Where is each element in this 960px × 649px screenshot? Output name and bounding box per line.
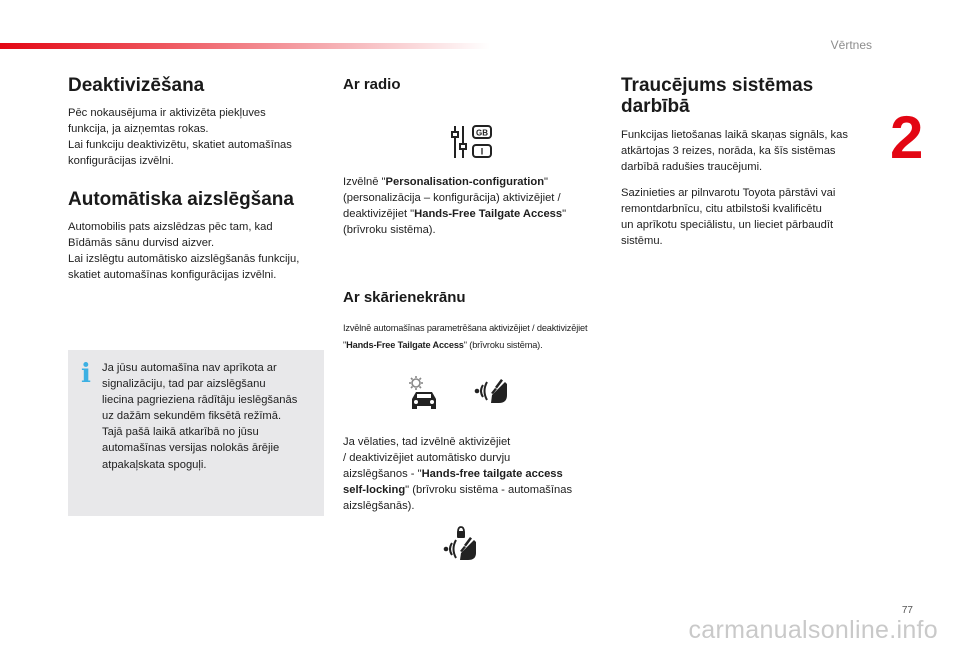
info-icon: i: [81, 359, 91, 389]
settings-sliders-icon: [450, 123, 496, 161]
radio-icon-badge-bottom: I: [480, 146, 484, 157]
info-text: Ja jūsu automašīna nav aprīkota ar signalizāciju, tad par aizslēgšanu liecina pagrieziena rādītāju ieslēgšanās uz dažām sekundēm fiksētā režīmā. Tajā pašā laikā atkarībā no jūsu automašīnas versijas nolokās ārējie atpakaļskata spoguļi.: [102, 362, 298, 471]
touchscreen-section: [343, 289, 605, 354]
malfunction-text-1: Funkcijas lietošanas laikā skaņas signāls, kas atkārtojas 3 reizes, norāda, ka šīs sistēmas darbībā radušies traucējumi.: [621, 128, 848, 173]
section-title-malfunction: Traucējums sistēmas darbībā: [621, 75, 814, 118]
section-title-touchscreen: Ar skārienekrānu: [343, 289, 466, 306]
chapter-title: Vērtnes: [830, 38, 872, 52]
touchscreen-note: Izvēlnē automašīnas parametrēšana aktivizējiet / deaktivizējiet "Hands-Free Tailgate Access" (brīvroku sistēma).: [343, 323, 588, 350]
touchscreen-text: Ja vēlaties, tad izvēlnē aktivizējiet / deaktivizējiet automātisko durvju aizslēgšanos - "Hands-free tailgate access self-locking" (brīvroku sistēma - automašīnas aizslēgšanās).: [343, 436, 573, 512]
column-left: [68, 75, 326, 283]
deactivation-text: Pēc nokausējuma ir aktivizēta piekļuves funkcija, ja aizņemtas rokas. Lai funkciju deaktivizētu, skatiet automašīnas konfigurācijas izvēlni.: [68, 107, 292, 168]
watermark: carmanualsonline.info: [688, 616, 938, 644]
section-title-autolock: Automātiska aizslēgšana: [68, 189, 294, 211]
malfunction-text-2: Sazinieties ar pilnvarotu Toyota pārstāvi vai remontdarbnīcu, citu atbilstoši kvalificētu un aprīkotu speciālistu, un lieciet pārbaudīt sistēmu.: [621, 186, 836, 247]
column-middle: [343, 76, 605, 93]
page-number: 77: [901, 605, 913, 616]
car-settings-icon: [406, 374, 442, 410]
autolock-text: Automobilis pats aizslēdzas pēc tam, kad Bīdāmās sānu durvisd aizver. Lai izslēgtu automātisko aizslēgšanās funkciju, skatiet automašīnas konfigurācijas izvēlni.: [68, 220, 300, 281]
info-box: [68, 350, 324, 516]
section-title-radio: Ar radio: [343, 76, 401, 93]
hands-free-tailgate-icon: [471, 375, 511, 407]
section-title-deactivation: Deaktivizēšana: [68, 75, 205, 96]
chapter-number: 2: [890, 104, 924, 171]
column-right: [621, 75, 871, 249]
radio-icon-badge-top: GB: [476, 128, 488, 138]
radio-text: Izvēlnē "Personalisation-configuration" (personalizācija – konfigurācija) aktivizējiet / deaktivizējiet "Hands-Free Tailgate Access" (brīvroku sistēma).: [343, 176, 567, 236]
hands-free-lock-icon: [440, 526, 480, 560]
header-accent-bar: [0, 43, 490, 49]
